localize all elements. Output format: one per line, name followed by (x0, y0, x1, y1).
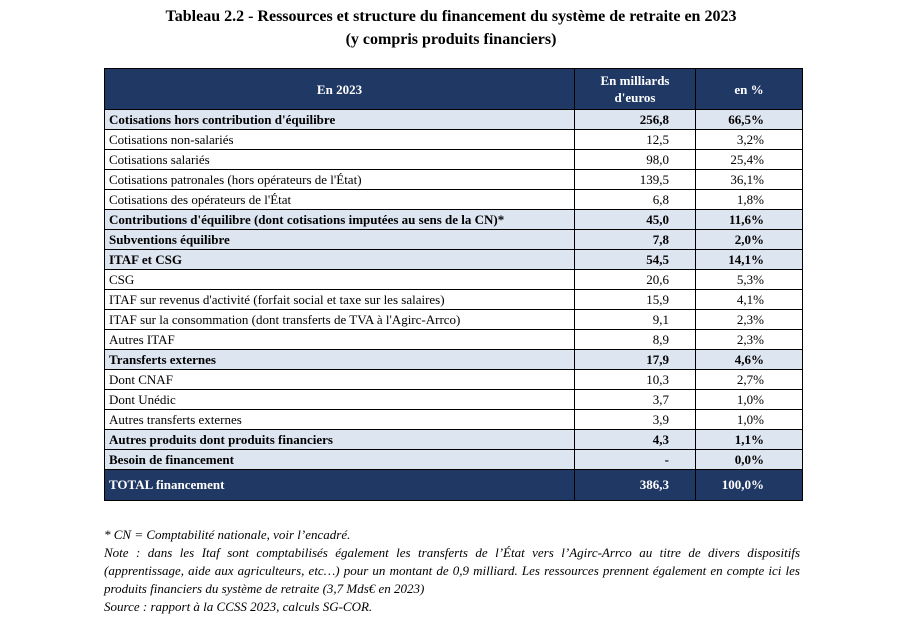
row-percent: 4,1% (696, 290, 803, 310)
financing-table (104, 68, 803, 501)
row-percent: 2,0% (696, 230, 803, 250)
footnote-cn: * CN = Comptabilité nationale, voir l’encadré. (104, 527, 351, 542)
table-row (105, 210, 803, 230)
header-year (105, 69, 575, 110)
table-row (105, 130, 803, 150)
footnote-source: Source : rapport à la CCSS 2023, calculs SG-COR. (104, 599, 373, 614)
row-percent: 1,1% (696, 430, 803, 450)
footnote-note: Note : dans les Itaf sont comptabilisés également les transferts de l’État vers l’Agirc-Arrco au titre de divers dispositifs (apprentissage, aide aux agriculteurs, etc…) pour un montant de 0,9 milliard. Les ressources prennent également en compte ici les produits financiers du système de retraite (3,7 Mds€ en 2023) (104, 545, 800, 596)
row-amount: 3,9 (575, 410, 696, 430)
row-amount: 7,8 (575, 230, 696, 250)
row-amount: 98,0 (575, 150, 696, 170)
header-year-label: En 2023 (316, 81, 363, 97)
total-row (105, 470, 803, 501)
table-row (105, 110, 803, 130)
footnotes (104, 526, 800, 616)
row-label: ITAF sur la consommation (dont transferts de TVA à l'Agirc-Arrco) (105, 310, 575, 330)
row-label: Autres ITAF (105, 330, 575, 350)
row-percent: 1,0% (696, 410, 803, 430)
row-amount: 15,9 (575, 290, 696, 310)
row-percent: 11,6% (696, 210, 803, 230)
row-amount: 139,5 (575, 170, 696, 190)
table-row (105, 370, 803, 390)
row-amount: 3,7 (575, 390, 696, 410)
row-label: ITAF et CSG (105, 250, 575, 270)
row-label: ITAF sur revenus d'activité (forfait social et taxe sur les salaires) (105, 290, 575, 310)
header-amount-line1: En milliards (600, 73, 670, 88)
row-percent: 4,6% (696, 350, 803, 370)
row-amount: - (575, 450, 696, 470)
row-label: Transferts externes (105, 350, 575, 370)
row-label: Autres transferts externes (105, 410, 575, 430)
row-percent: 0,0% (696, 450, 803, 470)
table-row (105, 230, 803, 250)
table-title: Tableau 2.2 - Ressources et structure du financement du système de retraite en 2023 (165, 8, 737, 25)
row-amount: 12,5 (575, 130, 696, 150)
row-label: Cotisations hors contribution d'équilibre (105, 110, 575, 130)
table-row (105, 190, 803, 210)
table-header-row (105, 69, 803, 110)
table-body (105, 110, 803, 470)
row-label: Cotisations des opérateurs de l'État (105, 190, 575, 210)
header-amount (575, 69, 696, 110)
row-label: Besoin de financement (105, 450, 575, 470)
row-amount: 20,6 (575, 270, 696, 290)
table-row (105, 290, 803, 310)
table-row (105, 310, 803, 330)
row-label: Cotisations salariés (105, 150, 575, 170)
row-amount: 10,3 (575, 370, 696, 390)
row-amount: 45,0 (575, 210, 696, 230)
row-percent: 2,3% (696, 330, 803, 350)
table-row (105, 390, 803, 410)
header-amount-line2: d'euros (614, 90, 656, 105)
row-amount: 4,3 (575, 430, 696, 450)
row-percent: 1,0% (696, 390, 803, 410)
row-percent: 3,2% (696, 130, 803, 150)
row-label: Cotisations patronales (hors opérateurs de l'État) (105, 170, 575, 190)
table-row (105, 410, 803, 430)
row-percent: 2,7% (696, 370, 803, 390)
row-label: Contributions d'équilibre (dont cotisations imputées au sens de la CN)* (105, 210, 575, 230)
row-amount: 256,8 (575, 110, 696, 130)
row-percent: 1,8% (696, 190, 803, 210)
row-amount: 17,9 (575, 350, 696, 370)
row-percent: 25,4% (696, 150, 803, 170)
total-percent: 100,0% (696, 470, 803, 501)
row-percent: 66,5% (696, 110, 803, 130)
row-percent: 14,1% (696, 250, 803, 270)
table-row (105, 170, 803, 190)
total-label: TOTAL financement (105, 470, 575, 501)
row-percent: 5,3% (696, 270, 803, 290)
table-row (105, 250, 803, 270)
row-amount: 8,9 (575, 330, 696, 350)
header-percent-label: en % (734, 81, 764, 97)
row-percent: 36,1% (696, 170, 803, 190)
row-amount: 6,8 (575, 190, 696, 210)
table-row (105, 350, 803, 370)
total-amount: 386,3 (575, 470, 696, 501)
row-label: Subventions équilibre (105, 230, 575, 250)
row-label: Dont CNAF (105, 370, 575, 390)
header-percent (696, 69, 803, 110)
row-percent: 2,3% (696, 310, 803, 330)
table-row (105, 270, 803, 290)
row-label: Cotisations non-salariés (105, 130, 575, 150)
table-row (105, 330, 803, 350)
table-row (105, 430, 803, 450)
row-label: CSG (105, 270, 575, 290)
table-row (105, 150, 803, 170)
row-amount: 54,5 (575, 250, 696, 270)
row-label: Dont Unédic (105, 390, 575, 410)
table-subtitle: (y compris produits financiers) (345, 31, 557, 48)
row-amount: 9,1 (575, 310, 696, 330)
table-row (105, 450, 803, 470)
row-label: Autres produits dont produits financiers (105, 430, 575, 450)
